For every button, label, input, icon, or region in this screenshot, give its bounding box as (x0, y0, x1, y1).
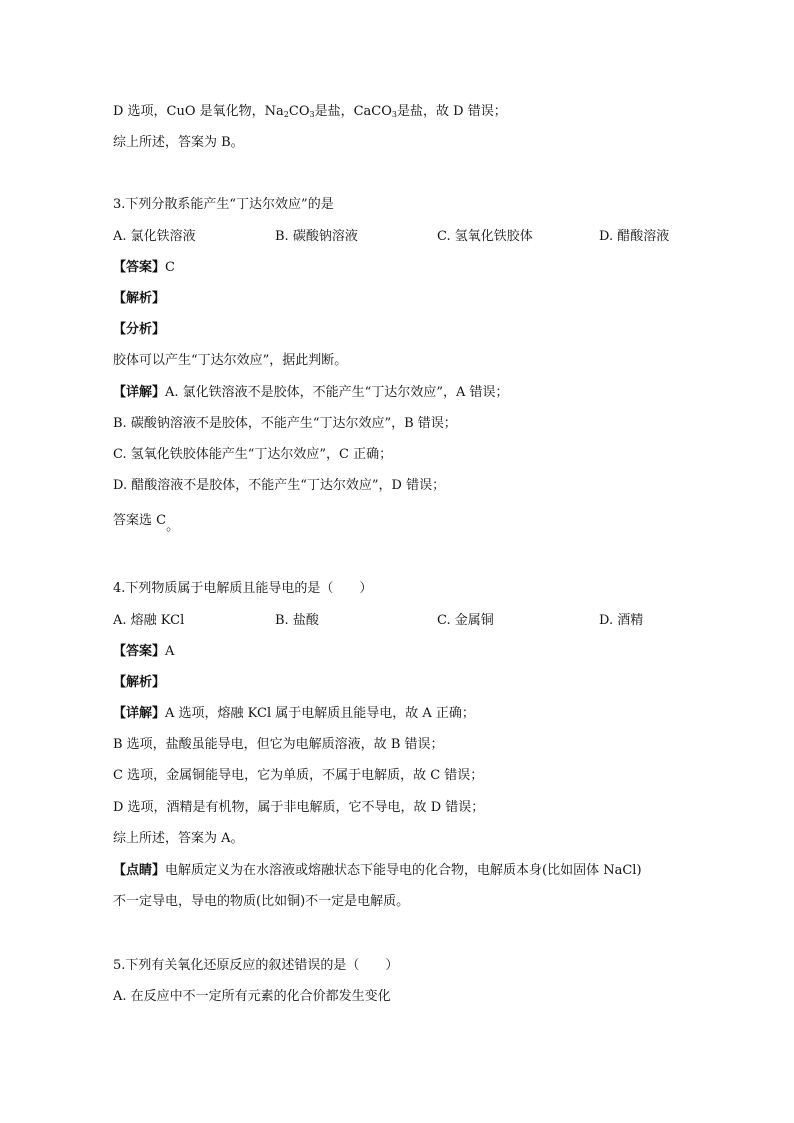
q4-option-d: D. 酒精 (599, 613, 644, 628)
tip-text: 电解质定义为在水溶液或熔融状态下能导电的化合物，电解质本身(比如固体 NaCl) (165, 863, 642, 878)
q3-option-a: A. 氯化铁溶液 (113, 229, 196, 244)
answer-value: C (165, 260, 175, 275)
analysis-tag: 【解析】 (113, 291, 166, 306)
detail-text: A 选项，熔融 KCl 属于电解质且能导电，故 A 正确； (165, 706, 475, 721)
q4-option-a: A. 熔融 KCl (113, 613, 185, 628)
q4-option-c: C. 金属铜 (437, 613, 494, 628)
q4-answer (113, 643, 174, 661)
q5-stem: 5.下列有关氧化还原反应的叙述错误的是（ ） (113, 958, 399, 973)
q2-option-d-explanation (113, 103, 507, 124)
detail-tag: 【详解】 (113, 385, 166, 400)
q4-option-b: B. 盐酸 (275, 613, 319, 628)
tip-tag: 【点睛】 (113, 863, 166, 878)
q4-detail-a (113, 705, 475, 723)
detail-tag: 【详解】 (113, 706, 166, 721)
q3-option-c: C. 氢氧化铁胶体 (437, 229, 533, 244)
subscript: 3 (309, 110, 315, 119)
answer-value: A (165, 644, 175, 659)
q4-detail-c: C 选项，金属铜能导电，它为单质，不属于电解质，故 C 错误； (113, 768, 484, 783)
final-dot: 。 (166, 519, 180, 534)
q3-analysis-tag (113, 290, 165, 308)
q3-detail-b: B. 碳酸钠溶液不是胶体，不能产生“丁达尔效应”，B 错误； (113, 416, 457, 431)
analysis-tag: 【解析】 (113, 675, 166, 690)
q3-fenxi-text: 胶体可以产生“丁达尔效应”，据此判断。 (113, 353, 348, 368)
q4-stem: 4.下列物质属于电解质且能导电的是（ ） (113, 581, 373, 596)
final-text: 答案选 C (113, 513, 167, 528)
q4-summary: 综上所述，答案为 A。 (113, 831, 244, 846)
q2-summary: 综上所述，答案为 B。 (113, 135, 244, 150)
q3-detail-c: C. 氢氧化铁胶体能产生“丁达尔效应”，C 正确； (113, 447, 393, 462)
q3-detail-a (113, 384, 508, 402)
text-fragment: D 选项，CuO 是氧化物，Na (113, 104, 284, 119)
q4-tip-line1 (113, 862, 642, 880)
fenxi-tag: 【分析】 (113, 322, 166, 337)
text-fragment: 是盐，故 D 错误； (397, 104, 507, 119)
subscript: 2 (283, 110, 289, 119)
q3-option-d: D. 醋酸溶液 (599, 229, 670, 244)
text-fragment: 是盐，CaCO (314, 104, 392, 119)
q3-option-b: B. 碳酸钠溶液 (275, 229, 358, 244)
q3-stem: 3.下列分散系能产生“丁达尔效应”的是 (113, 197, 334, 212)
text-fragment: CO (288, 104, 310, 119)
subscript: 3 (391, 110, 397, 119)
q3-answer (113, 259, 175, 277)
answer-tag: 【答案】 (113, 260, 166, 275)
detail-text: A. 氯化铁溶液不是胶体，不能产生“丁达尔效应”，A 错误； (165, 385, 509, 400)
q5-option-a: A. 在反应中不一定所有元素的化合价都发生变化 (113, 989, 391, 1004)
q4-tip-line2: 不一定导电，导电的物质(比如铜)不一定是电解质。 (113, 894, 410, 909)
q3-fenxi-tag (113, 321, 165, 339)
q4-detail-b: B 选项，盐酸虽能导电，但它为电解质溶液，故 B 错误； (113, 737, 444, 752)
answer-tag: 【答案】 (113, 644, 166, 659)
q4-detail-d: D 选项，酒精是有机物，属于非电解质，它不导电，故 D 错误； (113, 800, 485, 815)
q3-final-answer (113, 512, 180, 534)
q3-detail-d: D. 醋酸溶液不是胶体，不能产生“丁达尔效应”，D 错误； (113, 478, 446, 493)
q4-analysis-tag (113, 674, 165, 692)
